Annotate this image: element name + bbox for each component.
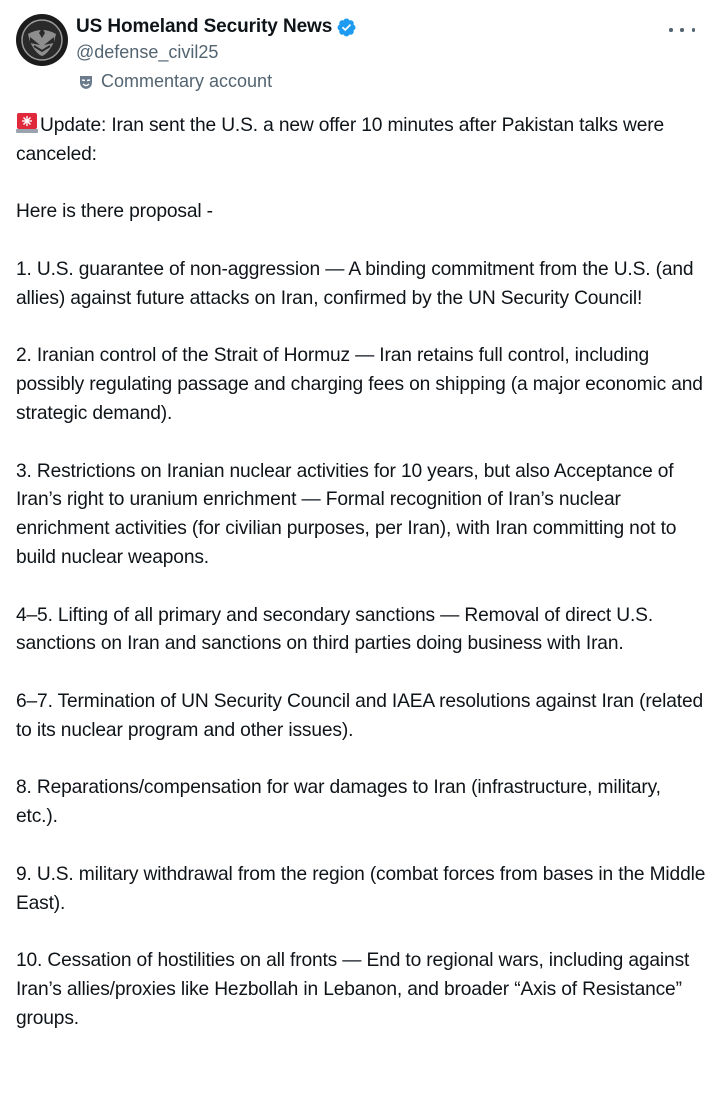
proposal-item-3: 3. Restrictions on Iranian nuclear activities for 10 years, but also Acceptance of Iran’s right to uranium enrichment — Formal recognition of Iran’s nuclear enrichment activities (for civilian purposes, per Iran), with Iran committing not to build nuclear weapons.	[16, 460, 677, 568]
tweet-header	[16, 12, 699, 96]
proposal-item-10: 10. Cessation of hostilities on all fronts — End to regional wars, including against Iran’s allies/proxies like Hezbollah in Lebanon, and broader “Axis of Resistance” groups.	[16, 950, 690, 1029]
proposal-item-4-5: 4–5. Lifting of all primary and secondary sanctions — Removal of direct U.S. sanctions on Iran and sanctions on third parties doing business with Iran.	[16, 604, 654, 655]
more-horizontal-icon-dot	[692, 28, 696, 32]
tweet-paragraph-intro	[16, 112, 706, 170]
tweet-text	[16, 112, 706, 1062]
more-options-button[interactable]	[669, 22, 695, 38]
account-label-text: Commentary account	[101, 71, 273, 91]
more-horizontal-icon-dot	[669, 28, 673, 32]
proposal-item-6-7: 6–7. Termination of UN Security Council and IAEA resolutions against Iran (related to its nuclear program and other issues).	[16, 690, 703, 741]
tweet-paragraph-text: Update: Iran sent the U.S. a new offer 10 minutes after Pakistan talks were canceled:	[16, 115, 665, 165]
police-siren-icon	[16, 112, 38, 134]
proposal-item-9: 9. U.S. military withdrawal from the region (combat forces from bases in the Middle East).	[16, 863, 706, 914]
proposal-item-2: 2. Iranian control of the Strait of Hormuz — Iran retains full control, including possibly regulating passage and charging fees on shipping (a major economic and strategic demand).	[16, 345, 703, 424]
user-handle[interactable]: @defense_civil25	[76, 42, 219, 62]
shield-eagle-logo-icon	[20, 18, 64, 62]
display-name[interactable]: US Homeland Security News	[76, 16, 333, 37]
verified-badge-icon	[336, 17, 357, 38]
avatar[interactable]	[16, 14, 68, 66]
proposal-item-8: 8. Reparations/compensation for war damages to Iran (infrastructure, military, etc.).	[16, 777, 661, 828]
theater-mask-icon	[78, 74, 94, 90]
name-row	[76, 16, 357, 38]
more-horizontal-icon-dot	[680, 28, 684, 32]
proposal-item-1: 1. U.S. guarantee of non-aggression — A binding commitment from the U.S. (and allies) against future attacks on Iran, confirmed by the UN Security Council!	[16, 258, 694, 309]
account-label	[76, 71, 272, 92]
tweet-paragraph: Here is there proposal -	[16, 201, 213, 223]
